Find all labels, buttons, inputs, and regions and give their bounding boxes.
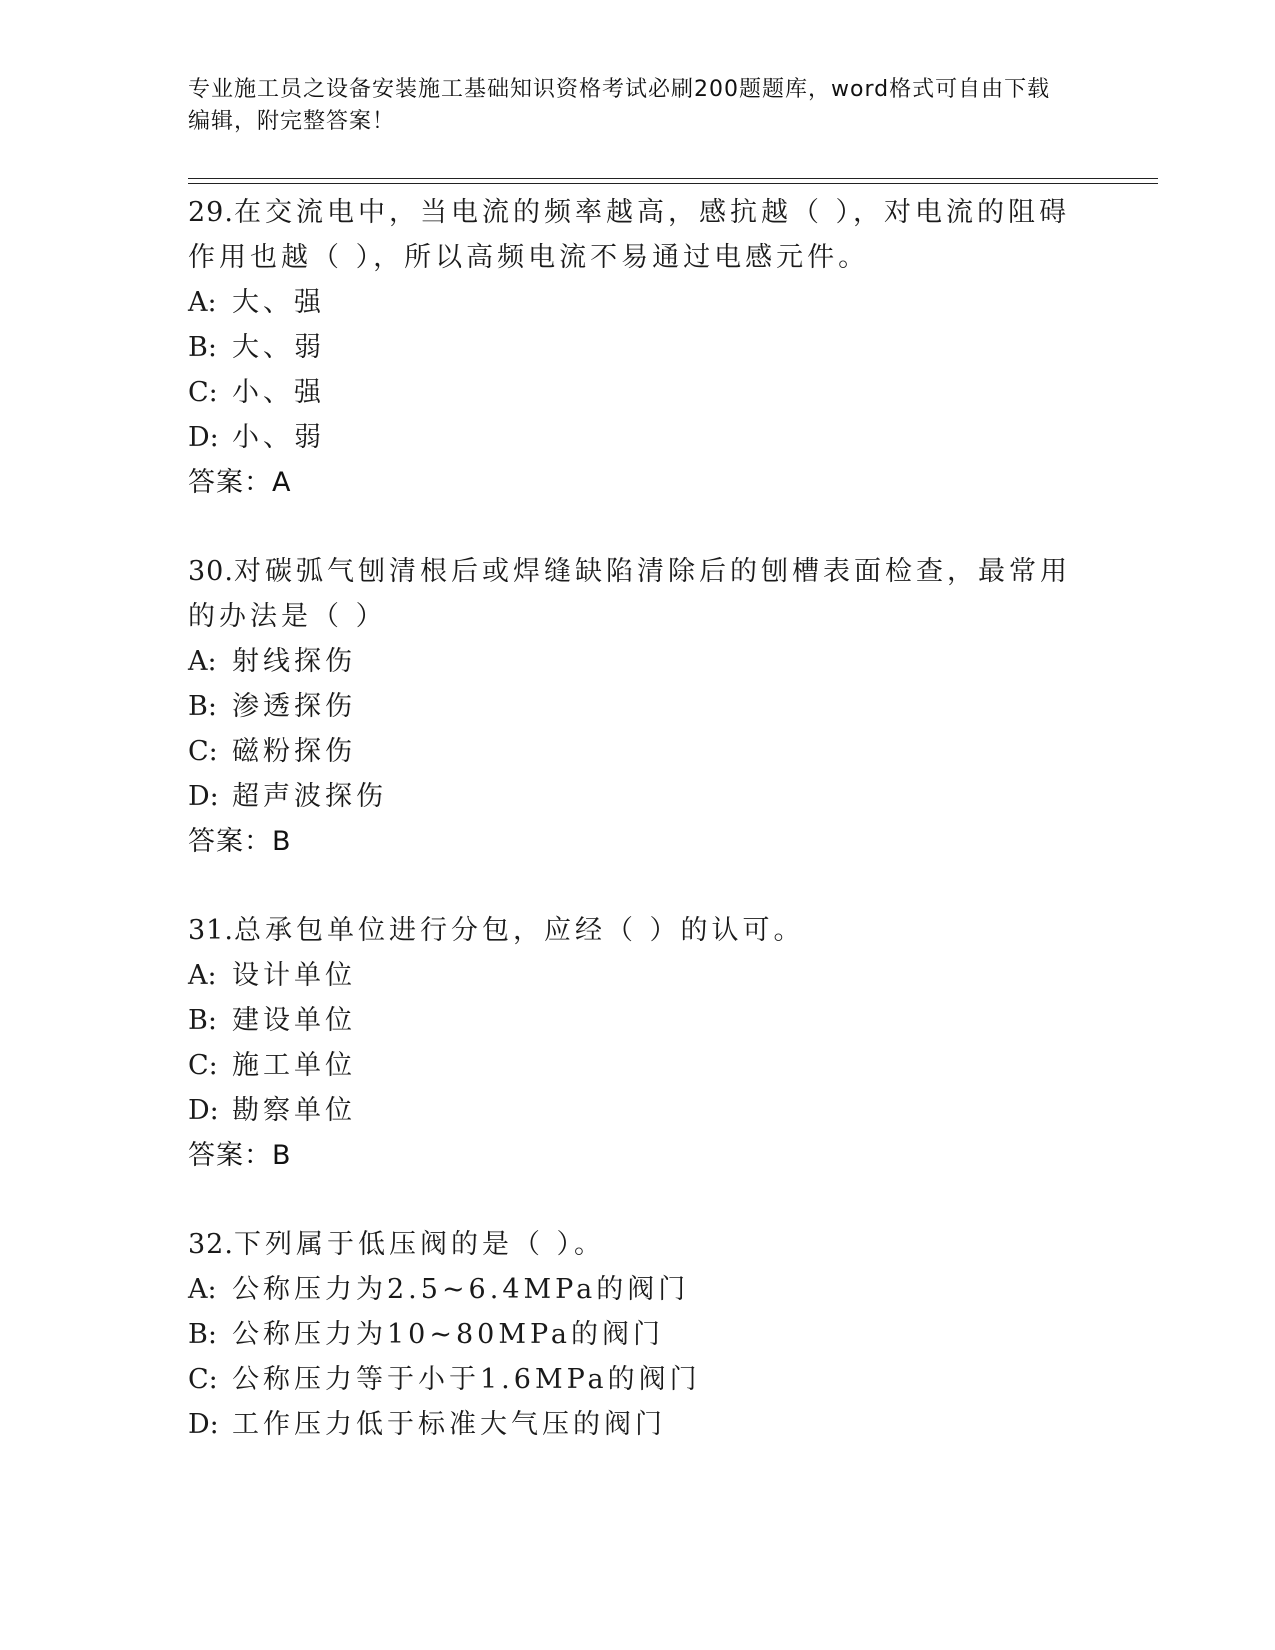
option-text: 射线探伤 — [232, 646, 356, 677]
question-number: 32. — [188, 1229, 234, 1260]
answer-line: 答案：A — [188, 467, 292, 498]
option-letter: D: — [188, 781, 219, 812]
question-29 — [188, 190, 1088, 505]
document-header: 专业施工员之设备安装施工基础知识资格考试必刷200题题库，word格式可自由下载编辑，附完整答案！ — [188, 77, 1051, 134]
option-letter: A: — [188, 960, 217, 991]
option-letter: B: — [188, 332, 217, 363]
option-d — [188, 415, 1088, 460]
question-30 — [188, 549, 1088, 864]
option-b — [188, 998, 1088, 1043]
option-letter: B: — [188, 691, 217, 722]
option-text: 超声波探伤 — [232, 781, 387, 812]
question-number: 30. — [188, 556, 234, 587]
question-text: 总承包单位进行分包，应经（ ）的认可。 — [233, 915, 805, 946]
option-text: 磁粉探伤 — [232, 736, 356, 767]
option-text: 施工单位 — [232, 1050, 356, 1081]
option-a — [188, 280, 1088, 325]
option-a — [188, 639, 1088, 684]
question-number: 31. — [188, 915, 234, 946]
option-text: 设计单位 — [232, 960, 356, 991]
option-c — [188, 1357, 1088, 1402]
question-31 — [188, 908, 1088, 1178]
question-text: 下列属于低压阀的是（ ）。 — [233, 1229, 606, 1260]
question-stem — [188, 549, 1088, 639]
option-letter: D: — [188, 1409, 219, 1440]
option-b — [188, 1312, 1088, 1357]
option-text: 建设单位 — [232, 1005, 356, 1036]
option-text: 小、强 — [232, 377, 325, 408]
question-text: 在交流电中，当电流的频率越高，感抗越（ ），对电流的阻碍作用也越（ ），所以高频电流不易通过电感元件。 — [188, 197, 1071, 273]
option-letter: B: — [188, 1319, 217, 1350]
option-letter: C: — [188, 377, 218, 408]
header-divider-bottom — [188, 183, 1158, 184]
option-d — [188, 774, 1088, 819]
option-c — [188, 370, 1088, 415]
question-32 — [188, 1222, 1088, 1447]
question-text: 对碳弧气刨清根后或焊缝缺陷清除后的刨槽表面检查，最常用的办法是（ ） — [188, 556, 1071, 632]
option-letter: C: — [188, 1364, 218, 1395]
option-c — [188, 729, 1088, 774]
question-stem — [188, 190, 1088, 280]
header-divider-top — [188, 178, 1158, 179]
option-text: 渗透探伤 — [232, 691, 356, 722]
option-b — [188, 684, 1088, 729]
question-stem — [188, 908, 1088, 953]
answer-line: 答案：B — [188, 826, 292, 857]
option-text: 小、弱 — [232, 422, 325, 453]
option-text: 公称压力为2.5~6.4MPa的阀门 — [232, 1274, 690, 1305]
option-text: 大、强 — [232, 287, 325, 318]
option-letter: A: — [188, 646, 217, 677]
option-text: 公称压力等于小于1.6MPa的阀门 — [232, 1364, 701, 1395]
answer-line: 答案：B — [188, 1140, 292, 1171]
option-letter: C: — [188, 736, 218, 767]
question-stem — [188, 1222, 1088, 1267]
option-letter: A: — [188, 287, 217, 318]
option-text: 公称压力为10~80MPa的阀门 — [232, 1319, 665, 1350]
option-a — [188, 953, 1088, 998]
option-text: 勘察单位 — [232, 1095, 356, 1126]
option-c — [188, 1043, 1088, 1088]
option-letter: D: — [188, 422, 219, 453]
option-text: 工作压力低于标准大气压的阀门 — [232, 1409, 666, 1440]
option-d — [188, 1402, 1088, 1447]
option-a — [188, 1267, 1088, 1312]
option-letter: B: — [188, 1005, 217, 1036]
option-text: 大、弱 — [232, 332, 325, 363]
option-d — [188, 1088, 1088, 1133]
option-letter: D: — [188, 1095, 219, 1126]
question-list — [188, 190, 1088, 1491]
option-b — [188, 325, 1088, 370]
option-letter: A: — [188, 1274, 217, 1305]
option-letter: C: — [188, 1050, 218, 1081]
question-number: 29. — [188, 197, 234, 228]
